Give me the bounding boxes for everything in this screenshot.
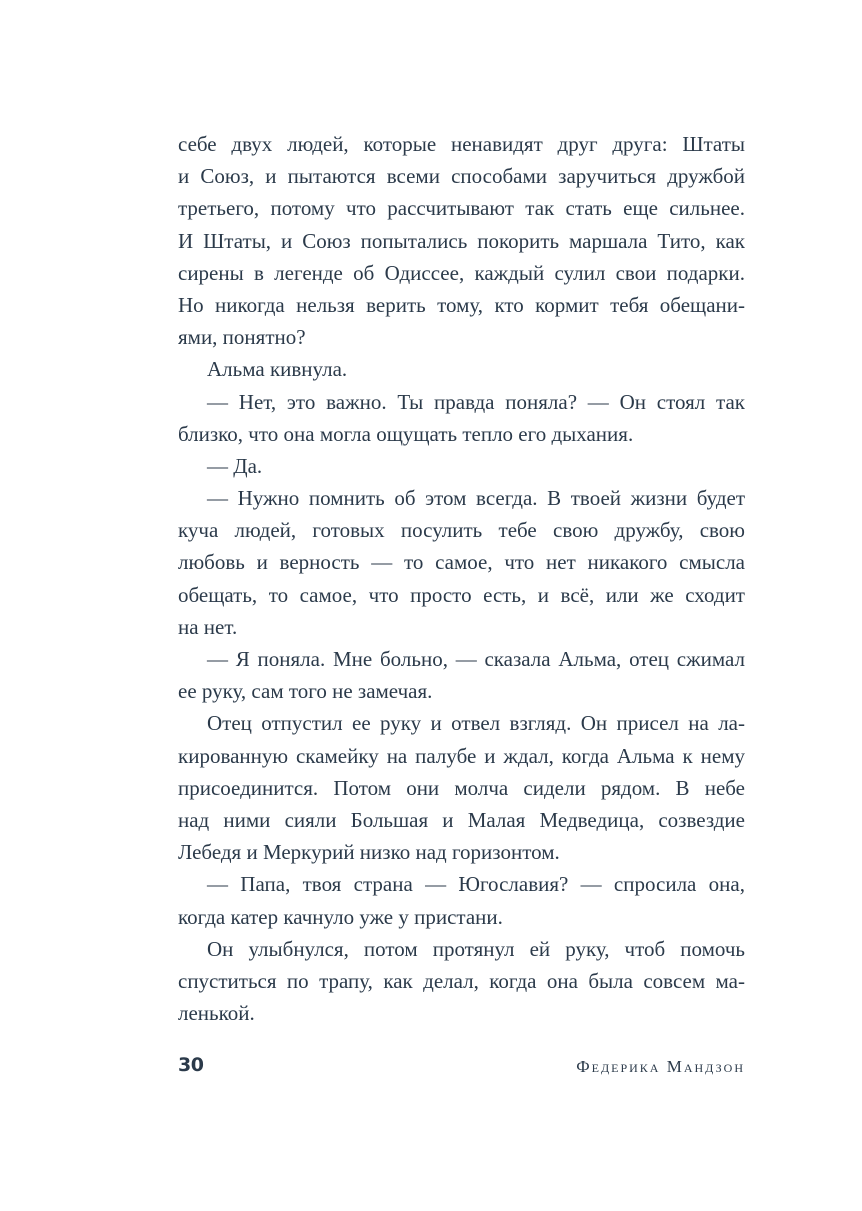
text-line: Лебедя и Меркурий низко над горизонтом. bbox=[178, 840, 560, 865]
page-number: 30 bbox=[178, 1054, 204, 1076]
text-line: ее руку, сам того не замечая. bbox=[178, 679, 433, 704]
text-line: себе двух людей, которые ненавидят друг друга: Штаты bbox=[178, 132, 745, 156]
text-line: ями, понятно? bbox=[178, 325, 306, 350]
text-line: Альма кивнула. bbox=[207, 357, 348, 382]
text-line: — Да. bbox=[207, 453, 263, 478]
text-line: над ними сияли Большая и Малая Медведица, созвездие bbox=[178, 807, 745, 832]
running-title: Федерика Мандзон bbox=[576, 1057, 745, 1076]
text-line: ленькой. bbox=[178, 1001, 255, 1026]
text-line: куча людей, готовых посулить тебе свою дружбу, свою bbox=[178, 518, 745, 543]
text-line: Он улыбнулся, потом протянул ей руку, чтоб помочь bbox=[207, 936, 745, 961]
text-line: Отец отпустил ее руку и отвел взгляд. Он присел на ла- bbox=[207, 711, 745, 736]
text-line: Но никогда нельзя верить тому, кто кормит тебя обещани- bbox=[178, 292, 745, 317]
text-line: кированную скамейку на палубе и ждал, когда Альма к нему bbox=[178, 743, 745, 768]
text-line: и Союз, и пытаются всеми способами заручиться дружбой bbox=[178, 164, 745, 189]
text-line: — Нужно помнить об этом всегда. В твоей жизни будет bbox=[207, 486, 745, 511]
body-text bbox=[178, 128, 745, 1029]
text-line: И Штаты, и Союз попытались покорить маршала Тито, как bbox=[178, 228, 745, 253]
text-line: спуститься по трапу, как делал, когда она была совсем ма- bbox=[178, 968, 745, 993]
text-line: третьего, потому что рассчитывают так стать еще сильнее. bbox=[178, 196, 745, 221]
page-footer bbox=[178, 1054, 745, 1084]
text-line: — Папа, твоя страна — Югославия? — спросила она, bbox=[207, 872, 745, 897]
text-line: присоединится. Потом они молча сидели рядом. В небе bbox=[178, 775, 745, 800]
text-line: — Нет, это важно. Ты правда поняла? — Он стоял так bbox=[207, 389, 745, 414]
text-line: сирены в легенде об Одиссее, каждый сулил свои подарки. bbox=[178, 260, 745, 285]
text-line: близко, что она могла ощущать тепло его дыхания. bbox=[178, 421, 634, 446]
text-line: когда катер качнуло уже у пристани. bbox=[178, 904, 503, 929]
text-line: любовь и верность — то самое, что нет никакого смысла bbox=[178, 550, 745, 575]
text-line: обещать, то самое, что просто есть, и всё, или же сходит bbox=[178, 582, 745, 607]
text-line: — Я поняла. Мне больно, — сказала Альма, отец сжимал bbox=[207, 647, 745, 671]
text-line: на нет. bbox=[178, 614, 238, 639]
